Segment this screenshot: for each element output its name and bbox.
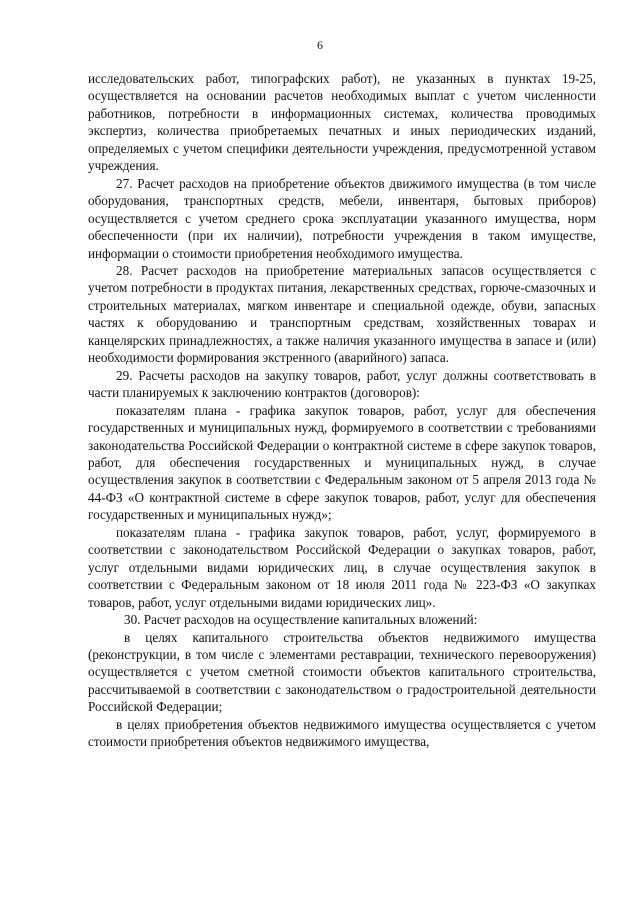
paragraph-27-movable-property: 27. Расчет расходов на приобретение объектов движимого имущества (в том числе оборудования, транспортных средств, мебели, инвентаря, бытовых приборов) осуществляется с учетом среднего срока эксплуатации указанного имущества, норм обеспеченности (при их наличии), потребности учреждения в таком имуществе, информации о стоимости приобретения необходимого имущества. xyxy=(88,175,596,261)
document-body xyxy=(88,70,596,751)
page-number: 6 xyxy=(317,38,323,52)
paragraph-29-procurement: 29. Расчеты расходов на закупку товаров, работ, услуг должны соответствовать в части планируемых к заключению контрактов (договоров): xyxy=(88,367,596,401)
paragraph-28-material-stocks: 28. Расчет расходов на приобретение материальных запасов осуществляется с учетом потребности в продуктах питания, лекарственных средствах, горюче-смазочных и строительных материалах, мягком инвентаре и специальной одежде, обуви, запасных частях к оборудованию и транспортным средствам, хозяйственных товарах и канцелярских принадлежностях, а также наличия указанного имущества в запасе и (или) необходимости формирования экстренного (аварийного) запаса. xyxy=(88,262,596,366)
paragraph-30-item-acquisition: в целях приобретения объектов недвижимого имущества осуществляется с учетом стоимости приобретения объектов недвижимого имущества, xyxy=(88,716,596,750)
paragraph-30-capital-investments: 30. Расчет расходов на осуществление капитальных вложений: xyxy=(124,612,478,628)
paragraph-continuation: исследовательских работ, типографских работ), не указанных в пунктах 19-25, осуществляется на основании расчетов необходимых выплат с учетом численности работников, потребности в информационных системах, количества проводимых экспертиз, количества приобретаемых печатных и иных периодических изданий, определяемых с учетом специфики деятельности учреждения, предусмотренной уставом учреждения. xyxy=(88,71,596,174)
paragraph-29-item-223fz: показателям плана - графика закупок товаров, работ, услуг, формируемого в соответствии с законодательством Российской Федерации о закупках товаров, работ, услуг отдельными видами юридических лиц, в случае осуществления закупок в соответствии с Федеральным законом от 18 июля 2011 года № 223-ФЗ «О закупках товаров, работ, услуг отдельными видами юридических лиц». xyxy=(88,524,596,610)
paragraph-30-item-construction: в целях капитального строительства объектов недвижимого имущества (реконструкции, в том числе с элементами реставрации, технического перевооружения) осуществляется с учетом сметной стоимости объектов капитального строительства, рассчитываемой в соответствии с законодательством о градостроительной деятельности Российской Федерации; xyxy=(88,629,596,715)
paragraph-29-item-44fz: показателям плана - графика закупок товаров, работ, услуг для обеспечения государственных и муниципальных нужд, формируемого в соответствии с требованиями законодательства Российской Федерации о контрактной системе в сфере закупок товаров, работ, для обеспечения государственных и муниципальных нужд, в случае осуществления закупок в соответствии с Федеральным законом от 5 апреля 2013 года № 44-ФЗ «О контрактной системе в сфере закупок товаров, работ, услуг для обеспечения государственных и муниципальных нужд»; xyxy=(88,402,596,523)
